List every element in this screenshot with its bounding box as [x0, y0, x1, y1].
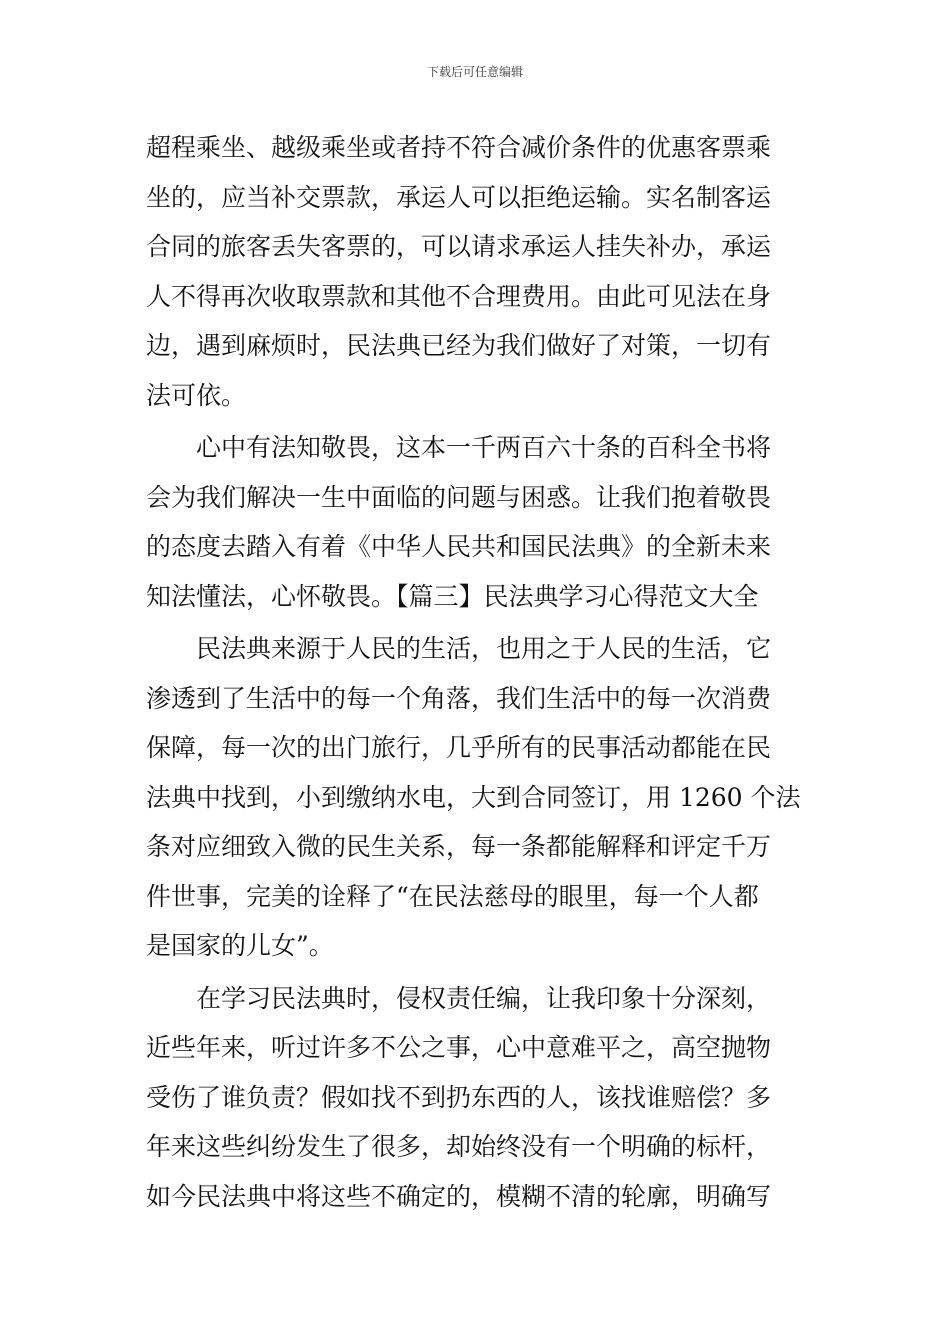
document-body — [146, 123, 810, 1221]
text-line: 法可依。 — [146, 380, 247, 410]
text-line: 保障，每一次的出门旅行，几乎所有的民事活动都能在民 — [146, 733, 772, 762]
paragraph-3 — [146, 624, 810, 971]
text-line: 件世事，完美的诠释了“在民法慈母的眼里，每一个人都 — [146, 881, 759, 911]
text-line: 条对应细致入微的民生关系，每一条都能解释和评定千万 — [146, 832, 772, 861]
text-line: 近些年来，听过许多不公之事，心中意难平之，高空抛物 — [146, 1033, 772, 1062]
text-line: 民法典来源于人民的生活，也用之于人民的生活，它 — [196, 634, 772, 663]
paragraph-4 — [146, 974, 810, 1222]
text-line: 会为我们解决一生中面临的问题与困惑。让我们抱着敬畏 — [146, 482, 772, 512]
text-line: 心中有法知敬畏，这本一千两百六十条的百科全书将 — [196, 433, 772, 462]
text-line: 坐的，应当补交票款，承运人可以拒绝运输。实名制客运 — [146, 182, 772, 212]
text-line: 的态度去踏入有着《中华人民共和国民法典》的全新未来 — [146, 532, 772, 561]
text-line: 边，遇到麻烦时，民法典已经为我们做好了对策，一切有 — [146, 331, 772, 360]
text-line: 在学习民法典时，侵权责任编，让我印象十分深刻， — [196, 983, 772, 1013]
text-line: 超程乘坐、越级乘坐或者持不符合减价条件的优惠客票乘 — [146, 133, 772, 162]
text-line: 法典中找到，小到缴纳水电，大到合同签订，用 1260 个法 — [146, 782, 801, 812]
paragraph-2 — [146, 423, 810, 621]
text-line: 年来这些纠纷发生了很多，却始终没有一个明确的标杆， — [146, 1132, 772, 1161]
text-line: 人不得再次收取票款和其他不合理费用。由此可见法在身 — [146, 281, 772, 311]
text-line: 合同的旅客丢失客票的，可以请求承运人挂失补办，承运 — [146, 232, 772, 261]
text-line: 渗透到了生活中的每一个角落，我们生活中的每一次消费 — [146, 683, 772, 713]
text-line: 受伤了谁负责？假如找不到扔东西的人，该找谁赔偿？多 — [146, 1082, 772, 1112]
text-line: 知法懂法，心怀敬畏。【篇三】民法典学习心得范文大全 — [146, 581, 759, 611]
text-line: 如今民法典中将这些不确定的，模糊不清的轮廓，明确写 — [146, 1181, 772, 1211]
text-line: 是国家的儿女”。 — [146, 931, 334, 960]
page-header: 下载后可任意编辑 — [426, 65, 523, 79]
paragraph-1 — [146, 123, 810, 420]
